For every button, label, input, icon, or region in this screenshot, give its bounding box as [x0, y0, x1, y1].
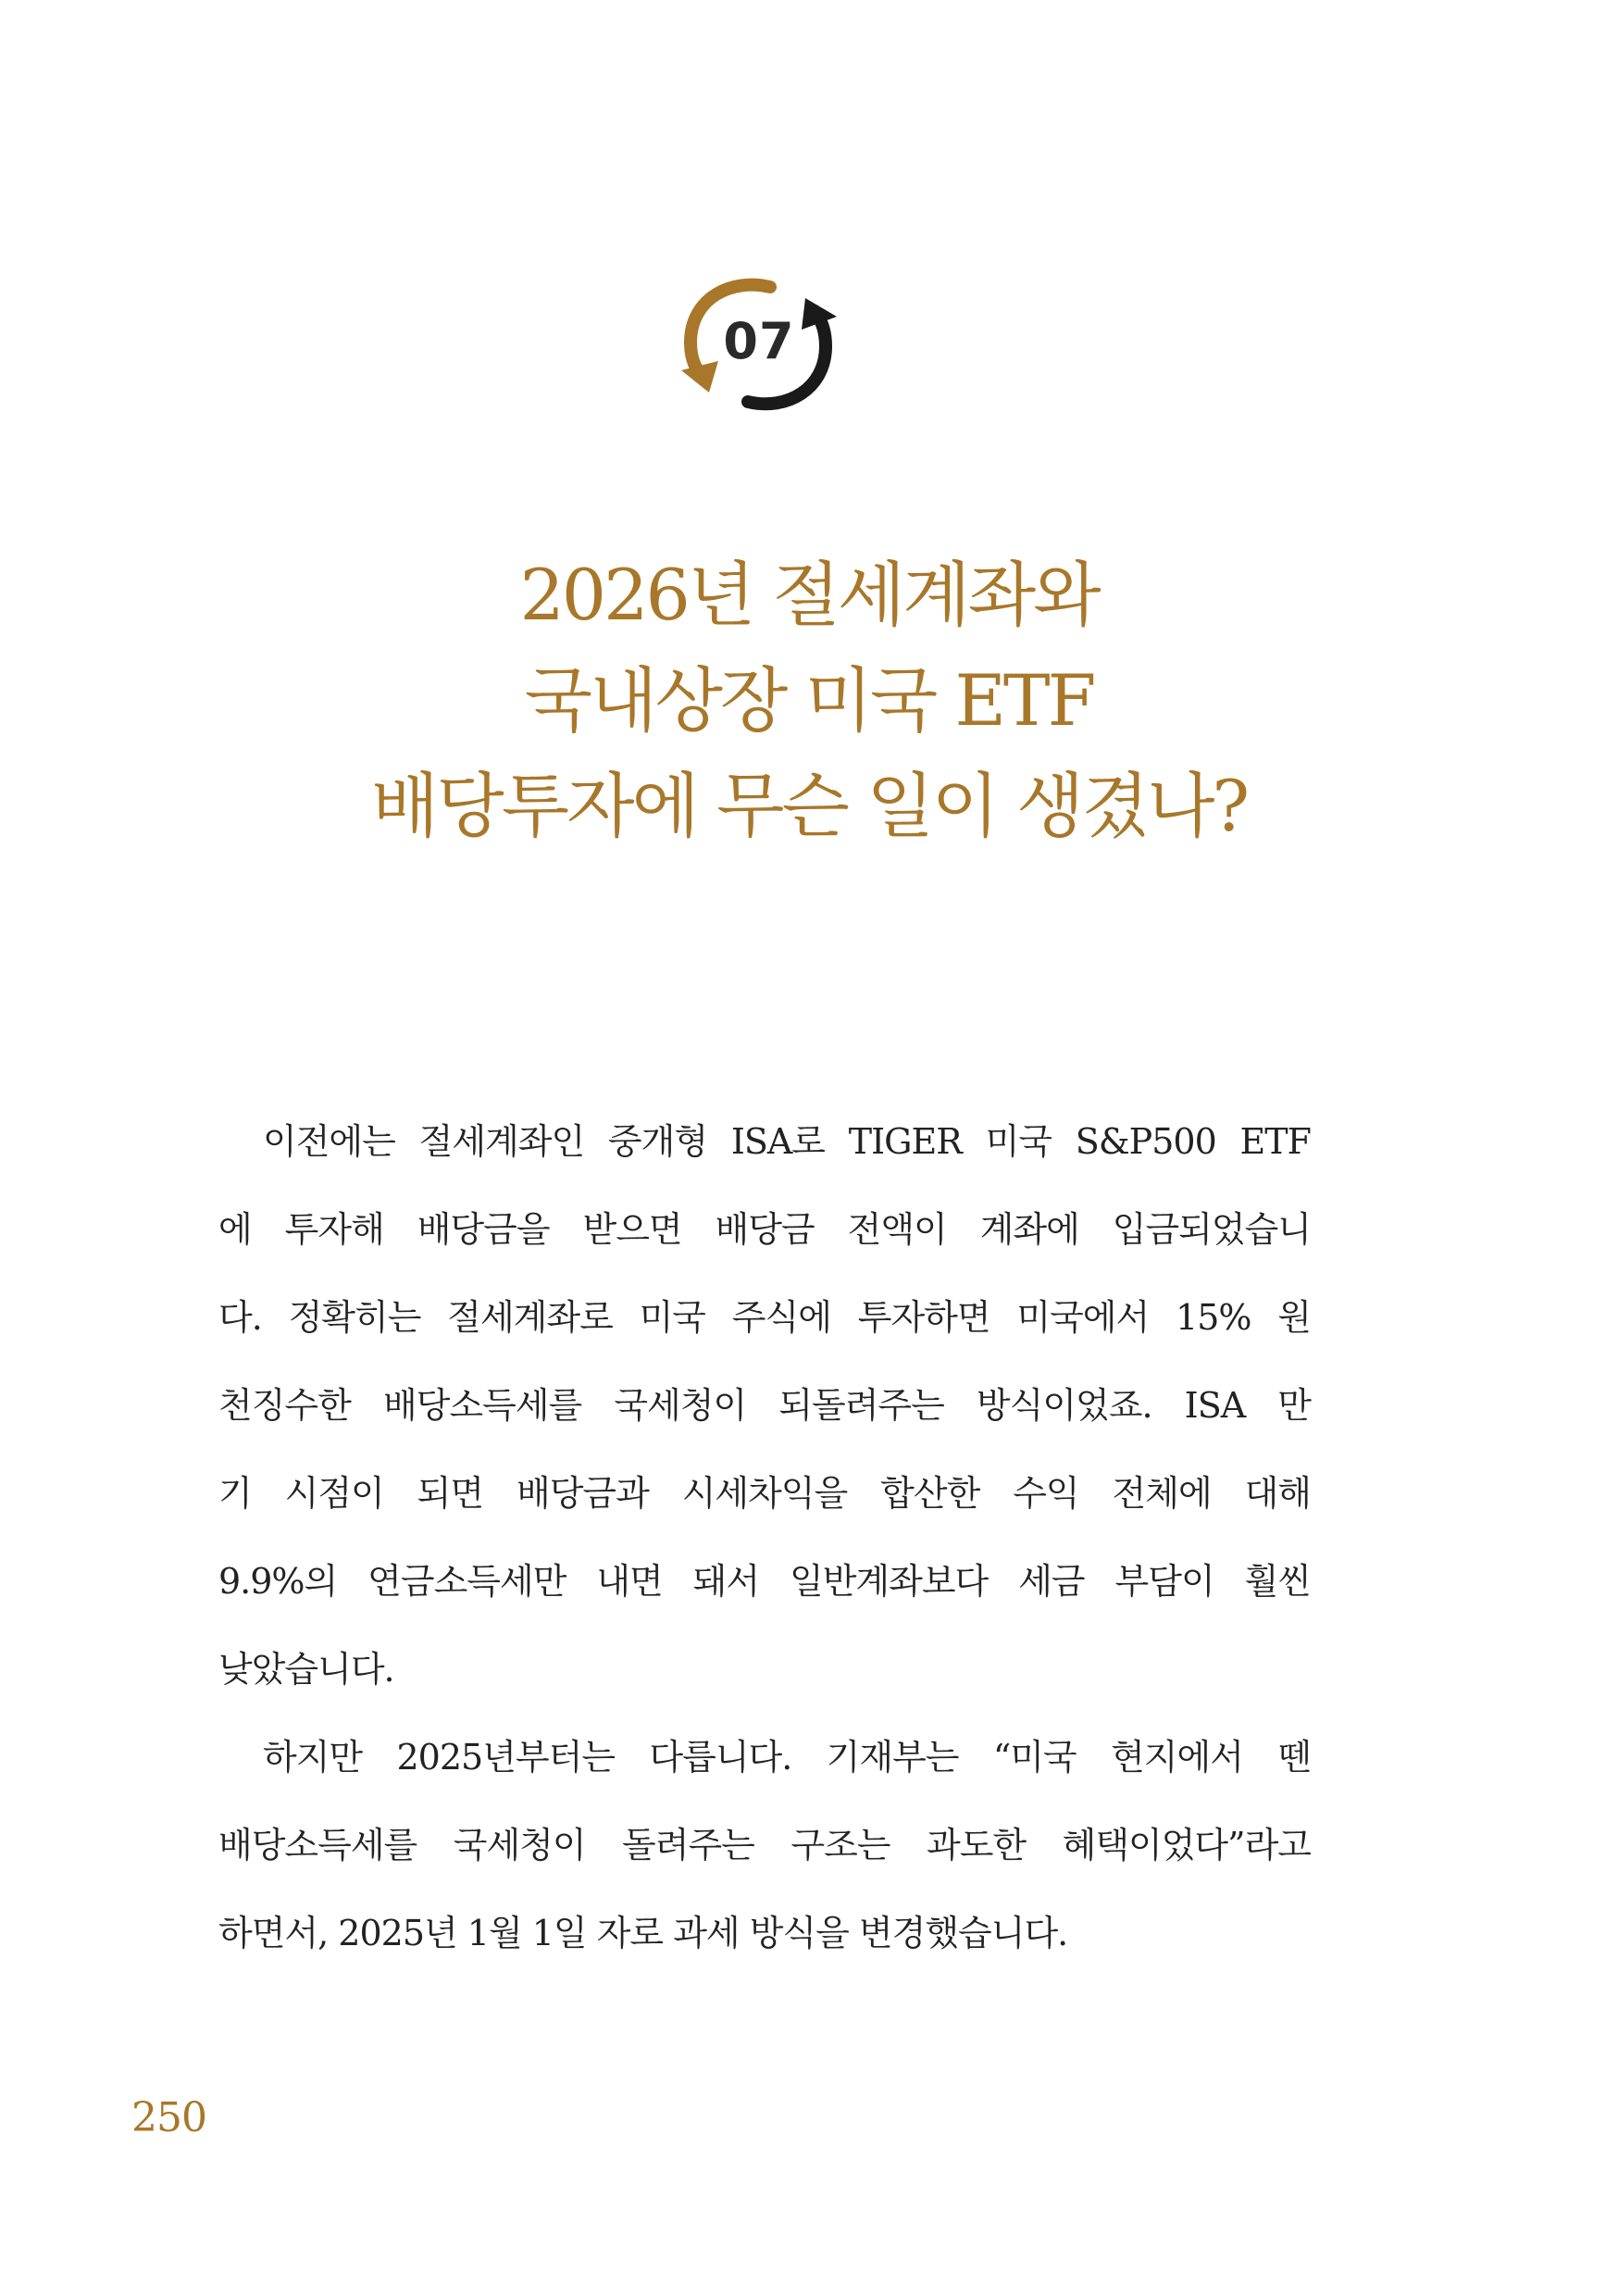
body-text: [218, 1098, 1311, 1978]
paragraph-line: 기 시점이 되면 배당금과 시세차익을 합산한 수익 전체에 대해: [218, 1473, 1311, 1514]
paragraph-line: 하면서, 2025년 1월 1일 자로 과세 방식을 변경했습니다.: [218, 1913, 1068, 1953]
paragraph-line: 다. 정확히는 절세계좌로 미국 주식에 투자하면 미국에서 15% 원: [218, 1297, 1311, 1338]
chapter-badge: [666, 270, 852, 418]
page-number: 250: [131, 2094, 206, 2141]
paragraph-line: 하지만 2025년부터는 다릅니다. 기재부는 “미국 현지에서 뗀: [263, 1737, 1312, 1778]
paragraph-line: 9.9%의 연금소득세만 내면 돼서 일반계좌보다 세금 부담이 훨씬: [218, 1561, 1311, 1602]
chapter-title-line: 2026년 절세계좌와: [519, 554, 1099, 636]
paragraph-line: 배당소득세를 국세청이 돌려주는 구조는 과도한 혜택이었다”라고: [218, 1825, 1311, 1866]
chapter-title-line: 국내상장 미국 ETF: [524, 659, 1094, 742]
chapter-number: 07: [723, 312, 795, 370]
paragraph-line: 천징수한 배당소득세를 국세청이 되돌려주는 방식이었죠. ISA 만: [218, 1385, 1311, 1426]
chapter-title-line: 배당투자에 무슨 일이 생겼나?: [370, 765, 1248, 847]
paragraph-line: 이전에는 절세계좌인 중개형 ISA로 TIGER 미국 S&P500 ETF: [263, 1121, 1311, 1162]
paragraph-line: 에 투자해 배당금을 받으면 배당금 전액이 계좌에 입금되었습니: [218, 1209, 1311, 1250]
paragraph-line: 낮았습니다.: [218, 1649, 394, 1690]
chapter-title: [115, 543, 1503, 859]
